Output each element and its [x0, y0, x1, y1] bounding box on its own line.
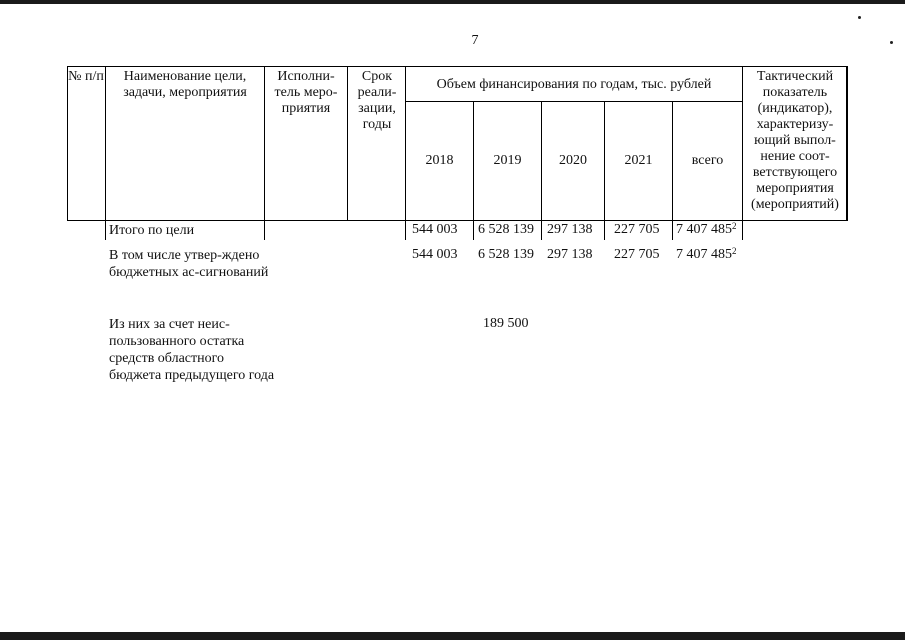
border-year4-row: [672, 221, 673, 240]
header-bottom-border: [67, 220, 847, 221]
row-total-2020: 297 138: [547, 222, 593, 237]
row-label-approved: В том числе утвер-ждено бюджетных ас-сигнований: [109, 248, 269, 280]
row-approved-all-value: 7 407 485: [676, 247, 732, 262]
header-indicator: Тактический показатель (индикатор), характеризу-ющий выпол-нение соот-ветствующего мероприятия (мероприятий): [751, 69, 839, 212]
header-year-2018: 2018: [425, 153, 454, 168]
footnote-mark: 2: [732, 221, 737, 231]
border-year2-row: [541, 221, 542, 240]
scan-speck: [858, 16, 861, 19]
footnote-mark: 2: [732, 246, 737, 256]
border-col4-row: [405, 221, 406, 240]
header-executor: Исполни-тель меро-приятия: [274, 69, 338, 116]
header-year-2020: 2020: [559, 153, 587, 168]
scan-edge-top: [0, 0, 905, 4]
border-right: [846, 66, 848, 221]
header-funding: Объем финансирования по годам, тыс. рублей: [436, 77, 712, 92]
border-indicator-row: [742, 221, 743, 240]
border-col2: [264, 66, 265, 221]
row-approved-all: [676, 247, 737, 263]
border-col-indicator: [742, 66, 743, 221]
funding-subheader-border: [405, 101, 742, 102]
border-left: [67, 66, 68, 221]
border-col1-row: [105, 221, 106, 240]
row-approved-2018: 544 003: [412, 247, 458, 262]
row-unused-2019: 189 500: [483, 316, 529, 331]
row-approved-2021: 227 705: [614, 247, 660, 262]
row-approved-2020: 297 138: [547, 247, 593, 262]
header-num: № п/п: [68, 69, 104, 84]
border-year1-row: [473, 221, 474, 240]
row-total-2019: 6 528 139: [478, 222, 534, 237]
scan-edge-bottom: [0, 632, 905, 640]
row-approved-2019: 6 528 139: [478, 247, 534, 262]
page-number: 7: [471, 33, 479, 48]
header-year-2019: 2019: [493, 153, 522, 168]
row-label-total: Итого по цели: [109, 223, 195, 238]
border-year3-row: [604, 221, 605, 240]
header-term: Срок реали-зации, годы: [357, 69, 397, 132]
row-total-2018: 544 003: [412, 222, 458, 237]
header-year-2021: 2021: [624, 153, 653, 168]
border-col1: [105, 66, 106, 221]
header-name: Наименование цели, задачи, мероприятия: [123, 69, 247, 100]
row-total-2021: 227 705: [614, 222, 660, 237]
row-label-unused-balance: Из них за счет неис-пользованного остатка средств областного бюджета предыдущего года: [109, 317, 275, 383]
row-total-all: [676, 222, 737, 238]
row-total-all-value: 7 407 485: [676, 222, 732, 237]
header-year-total: всего: [691, 153, 724, 168]
border-col2-row: [264, 221, 265, 240]
border-col3: [347, 66, 348, 221]
border-col4: [405, 66, 406, 221]
table-top-border: [67, 66, 847, 67]
